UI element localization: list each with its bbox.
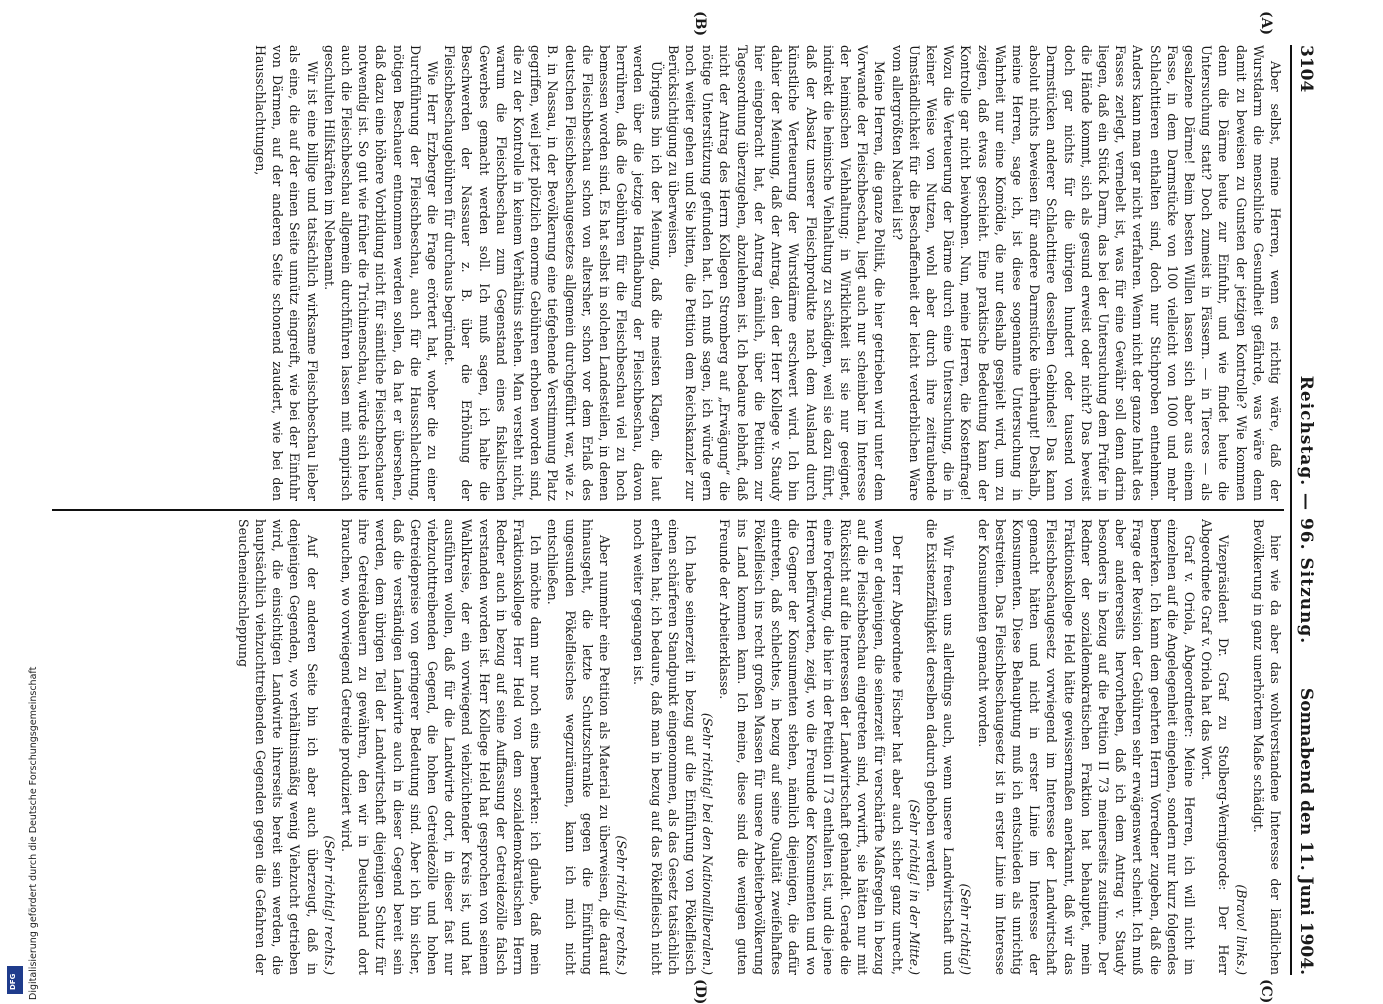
left-column <box>54 45 1284 501</box>
margin-mark-a: (A) <box>1258 11 1274 36</box>
left-paragraph: Wie Herr Erzberger die Frage erörtert hat, woher die zu einer Durchführung der Fleischbeschau, auch für die Hausschlachtung, nötigen Beschauer entnommen werden sollen, da hat er übersehen, daß dazu eine höhere Vorbildung nicht für sämtliche Fleischbeschauer notwendig ist. So gut wie früher die Trichinenschau, würde sich heute auch die Fleischbeschau allgemein durchführen lassen mit empirisch geschulten Hilfskräften im Nebenamt. <box>321 45 441 501</box>
interjection: (Sehr richtig! rechts.) <box>614 835 630 975</box>
left-paragraph: Meine Herren, die ganze Politik, die hier getrieben wird unter dem Vorwande der Fleischbeschau, liegt auch nur scheinbar im Interesse der heimischen Viehhaltung; in Wirklichkeit ist sie nur geeignet, indirekt die heimische Viehhaltung zu schädigen, weil sie dazu führt, daß der Absatz unserer Fleischprodukte nach dem Ausland durch künstliche Verteuerung der Wurstdärme erschwert wird. Ich bin dahier der Meinung, daß der Antrag, den der Herr Kollege v. Staudy hier eingebracht hat, der Antrag nämlich, über die Petition zur Tagesordnung überzugehen, abzulehnen ist. Ich bedaure lebhaft, daß nicht der Antrag des Herrn Kollegen Stromberg auf „Erwägung“ die nötige Unterstützung gefunden hat. Ich muß sagen, ich würde gern noch weiter gehen und Sie bitten, die Petition dem Reichskanzler zur Berücksichtigung zu überweisen. <box>665 45 888 501</box>
interjection: (Sehr richtig! in der Mitte.) <box>906 799 922 975</box>
dfg-logo-text: DFG <box>9 973 17 990</box>
right-paragraph: Der Herr Abgeordnete Fischer hat aber auch sicher ganz unrecht, wenn er denjenigen, die seinerzeit für verschärfte Maßregeln in bezug auf die Fleischbeschau eingetreten sind, vorwirft, sie hätten nur mit Rücksicht auf die Interessen der Landwirtschaft gehandelt. Gerade die eine Forderung, die hier in der Petition II 73 enthalten ist, und die jene Herren befürworten, zeigt, wo die Freunde der Konsumenten und wo die Gegner der Konsumenten stehen, nämlich diejenigen, die dafür eintreten, daß schlechtes, in bezug auf seine Qualität zweifelhaftes Pökelfleisch ins recht großen Massen für unsere Arbeiterbevölkerung ins Land kommen kann. Ich meine, diese sind die wenigen guten Freunde der Arbeiterklasse. <box>717 519 905 975</box>
header-rule <box>1290 45 1292 975</box>
interjection: (Sehr richtig!) <box>958 883 974 975</box>
left-paragraph: Aber selbst, meine Herren, wenn es richtig wäre, daß der Wurstdarm die menschliche Gesundheit gefährde, was wäre denn damit zu beweisen zu Gunsten der jetzigen Kontrolle? Wie kommen denn die Därme heute zur Einfuhr, und wie findet heute die Untersuchung statt? Doch zumeist in Fässern. — in Tierces — als gesalzene Därme! Beim besten Willen lassen sich aber aus einem Fasse, in dem Darmstücke von 100 vielleicht von 1000 und mehr Schlachttieren enthalten sind, doch nur Stichproben entnehmen. Anders kann man gar nicht verfahren. Wenn nicht der ganze Inhalt des Fasses zerlegt, vernebelt ist, was für eine Gewähr soll denn darin liegen, daß ein Stück Darm, das bei der Untersuchung dem Prüfer in die Hände kommt, sich als gesund erweist oder nicht? Das beweist doch gar nichts für die übrigen hundert oder tausend von Darmstücken anderer Schlachttiere desselben Gebindes! Das kann absolut nichts beweisen für andere Darmstücke überhaupt! Deshalb, meine Herren, sage ich, ist diese sogenannte Untersuchung in Wahrheit nur eine Komödie, die nur deshalb gespielt wird, um zu zeigen, daß etwas geschieht. Eine praktische Bedeutung kann der Kontrolle gar nicht beiwohnen. Nun, meine Herren, die Kostenfrage! Wozu die Verteuerung der Därme durch eine Untersuchung, die in keiner Weise von Nutzen, wohl aber durch ihre zeitraubende Umständlichkeit für die Beschaffenheit der leicht verderblichen Ware vom allergrößten Nachteil ist? <box>889 45 1283 501</box>
column-divider <box>52 509 1284 511</box>
header-date: Sonnabend den 11. Juni 1904. <box>1296 687 1316 975</box>
funding-credit: Digitalisierung gefördert durch die Deutsche Forschungsgemeinschaft <box>28 666 39 1000</box>
right-paragraph: hier wie da aber das wohlverstandene Interesse der ländlichen Bevölkerung in ganz unerhörtem Maße schädigt. <box>1250 519 1283 975</box>
right-paragraph: Aber nunmehr eine Petition als Material zu überweisen, die darauf hinausgeht, die letzte Schutzschranke gegen die Einführung ungesunden Pökelfleisches wegzuräumen, kann ich mich nicht entschließen. <box>545 519 613 975</box>
left-paragraph: Wir ist eine billige und tatsächlich wirksame Fleischbeschau lieber als eine, die auf der einen Seite unnütz eingreift, wie bei der Einfuhr von Därmen, auf der anderen Seite schonend zaudert, wie bei den Hausschlachtungen, <box>253 45 320 501</box>
margin-mark-d: (D) <box>692 979 708 1004</box>
interjection: (Sehr richtig! bei den Nationalliberalen.) <box>700 712 716 975</box>
page-number: 3104 <box>1296 45 1316 93</box>
right-paragraph: Ich habe seinerzeit in bezug auf die Einführung von Pökelfleisch einen schärferen Standpunkt eingenommen, als das Gesetz tatsächlich erhalten hat; ich bedaure, daß man in bezug auf das Pökelfleisch nicht noch weiter gegangen ist. <box>631 519 699 975</box>
right-column <box>54 519 1284 975</box>
left-paragraph: Übrigens bin ich der Meinung, daß die meisten Klagen, die laut werden über die jetzige Handhabung der Fleischbeschau, davon herrühren, daß die Gebühren für die Fleischbeschau viel zu hoch bemessen worden sind. Es hat selbst in solchen Landesteilen, in denen die Fleischbeschau schon von altersher, schon vor dem Erlaß des deutschen Fleischbeschaugesetzes allgemein durchgeführt war, wie z. B. in Nassau, in der Bevölkerung eine tiefgehende Verstimmung Platz gegriffen, weil jetzt plötzlich enorme Gebühren erhoben worden sind, die zu der Kontrolle in keinem Verhältnis stehen. Man versteht nicht, warum die Fleischbeschau zum Gegenstand eines fiskalischen Gewerbes gemacht werden soll. Ich muß sagen, ich halte die Beschwerden der Nassauer z. B. über die Erhöhung der Fleischbeschaugebühren für durchaus begründet. <box>442 45 664 501</box>
right-paragraph: Vizepräsident Dr. Graf zu Stolberg-Wernigerode: Der Herr Abgeordnete Graf v. Oriola hat das Wort. <box>1199 519 1232 975</box>
dfg-logo <box>7 966 23 994</box>
right-paragraph: Auf der anderen Seite bin ich aber auch überzeugt, daß in denjenigen Gegenden, wo verhältnismäßig wenig Viehzucht getrieben wird, die einsichtigen Landwirte ihrerseits bereit sein werden, die hauptsächlich viehzuchttreibenden Gegenden gegen die Gefahren der Seucheneinschleppung <box>235 519 320 975</box>
margin-mark-c: (C) <box>1258 979 1274 1004</box>
right-paragraph: Ich möchte dann nur noch eins bemerken: ich glaube, daß mein Fraktionskollege Herr Held von dem sozialdemokratischen Herrn Redner auch in bezug auf seine Auffassung der Getreidezölle falsch verstanden worden ist. Herr Kollege Held hat gesprochen von seinem Wahlkreise, der ein vorwiegend viehzüchtender Kreis ist, und hat ausführen wollen, daß für die Landwirte dort, in dieser fast nur viehzuchttreibenden Gegend, die hohen Getreidezölle und hohen Getreidepreise von geringerer Bedeutung sind. Aber ich bin sicher, daß die verständigen Landwirte auch in dieser Gegend bereit sein werden, dem übrigen Teil der Landwirtschaft diejenigen Schutz für ihre Getreidebauern zu gewähren, den wir in Deutschland dort brauchen, wo vorwiegend Getreide produziert wird. <box>339 519 544 975</box>
interjection: (Sehr richtig! rechts.) <box>321 835 337 975</box>
page-header <box>1292 45 1318 975</box>
footer <box>4 0 39 1000</box>
page <box>43 11 1318 1004</box>
margin-mark-b: (B) <box>692 11 708 37</box>
header-title: Reichstag. — 96. Sitzung. <box>1296 375 1316 645</box>
right-paragraph: Wir freuen uns allerdings auch, wenn unsere Landwirtschaft und die Existenzfähigkeit derselben dadurch gehoben werden. <box>923 519 957 975</box>
right-paragraph: Graf v. Oriola, Abgeordneter: Meine Herren, ich will nicht im einzelnen auf die Angelegenheit eingehen, sondern nur kurz folgendes bemerken. Ich kann dem geehrten Herrn Vorredner zugeben, daß die Frage der Revision der Gebühren sehr erwägenswert scheint. Ich muß aber andererseits hervorheben, daß ich dem Antrag v. Staudy besonders in bezug auf die Petition II 73 meinerseits zustimme. Der Redner der sozialdemokratischen Fraktion hat behauptet, mein Fraktionskollege Held hätte gewissermaßen anerkannt, daß wir das Fleischbeschaugesetz vorwiegend im Interesse der Landwirtschaft gemacht hätten und nicht in erster Linie im Interesse der Konsumenten. Diese Behauptung muß ich entschieden als unrichtig bestreiten. Das Fleischbeschaugesetz ist in erster Linie im Interesse der Konsumenten gemacht worden. <box>975 519 1197 975</box>
interjection: (Bravo! links.) <box>1233 884 1249 975</box>
